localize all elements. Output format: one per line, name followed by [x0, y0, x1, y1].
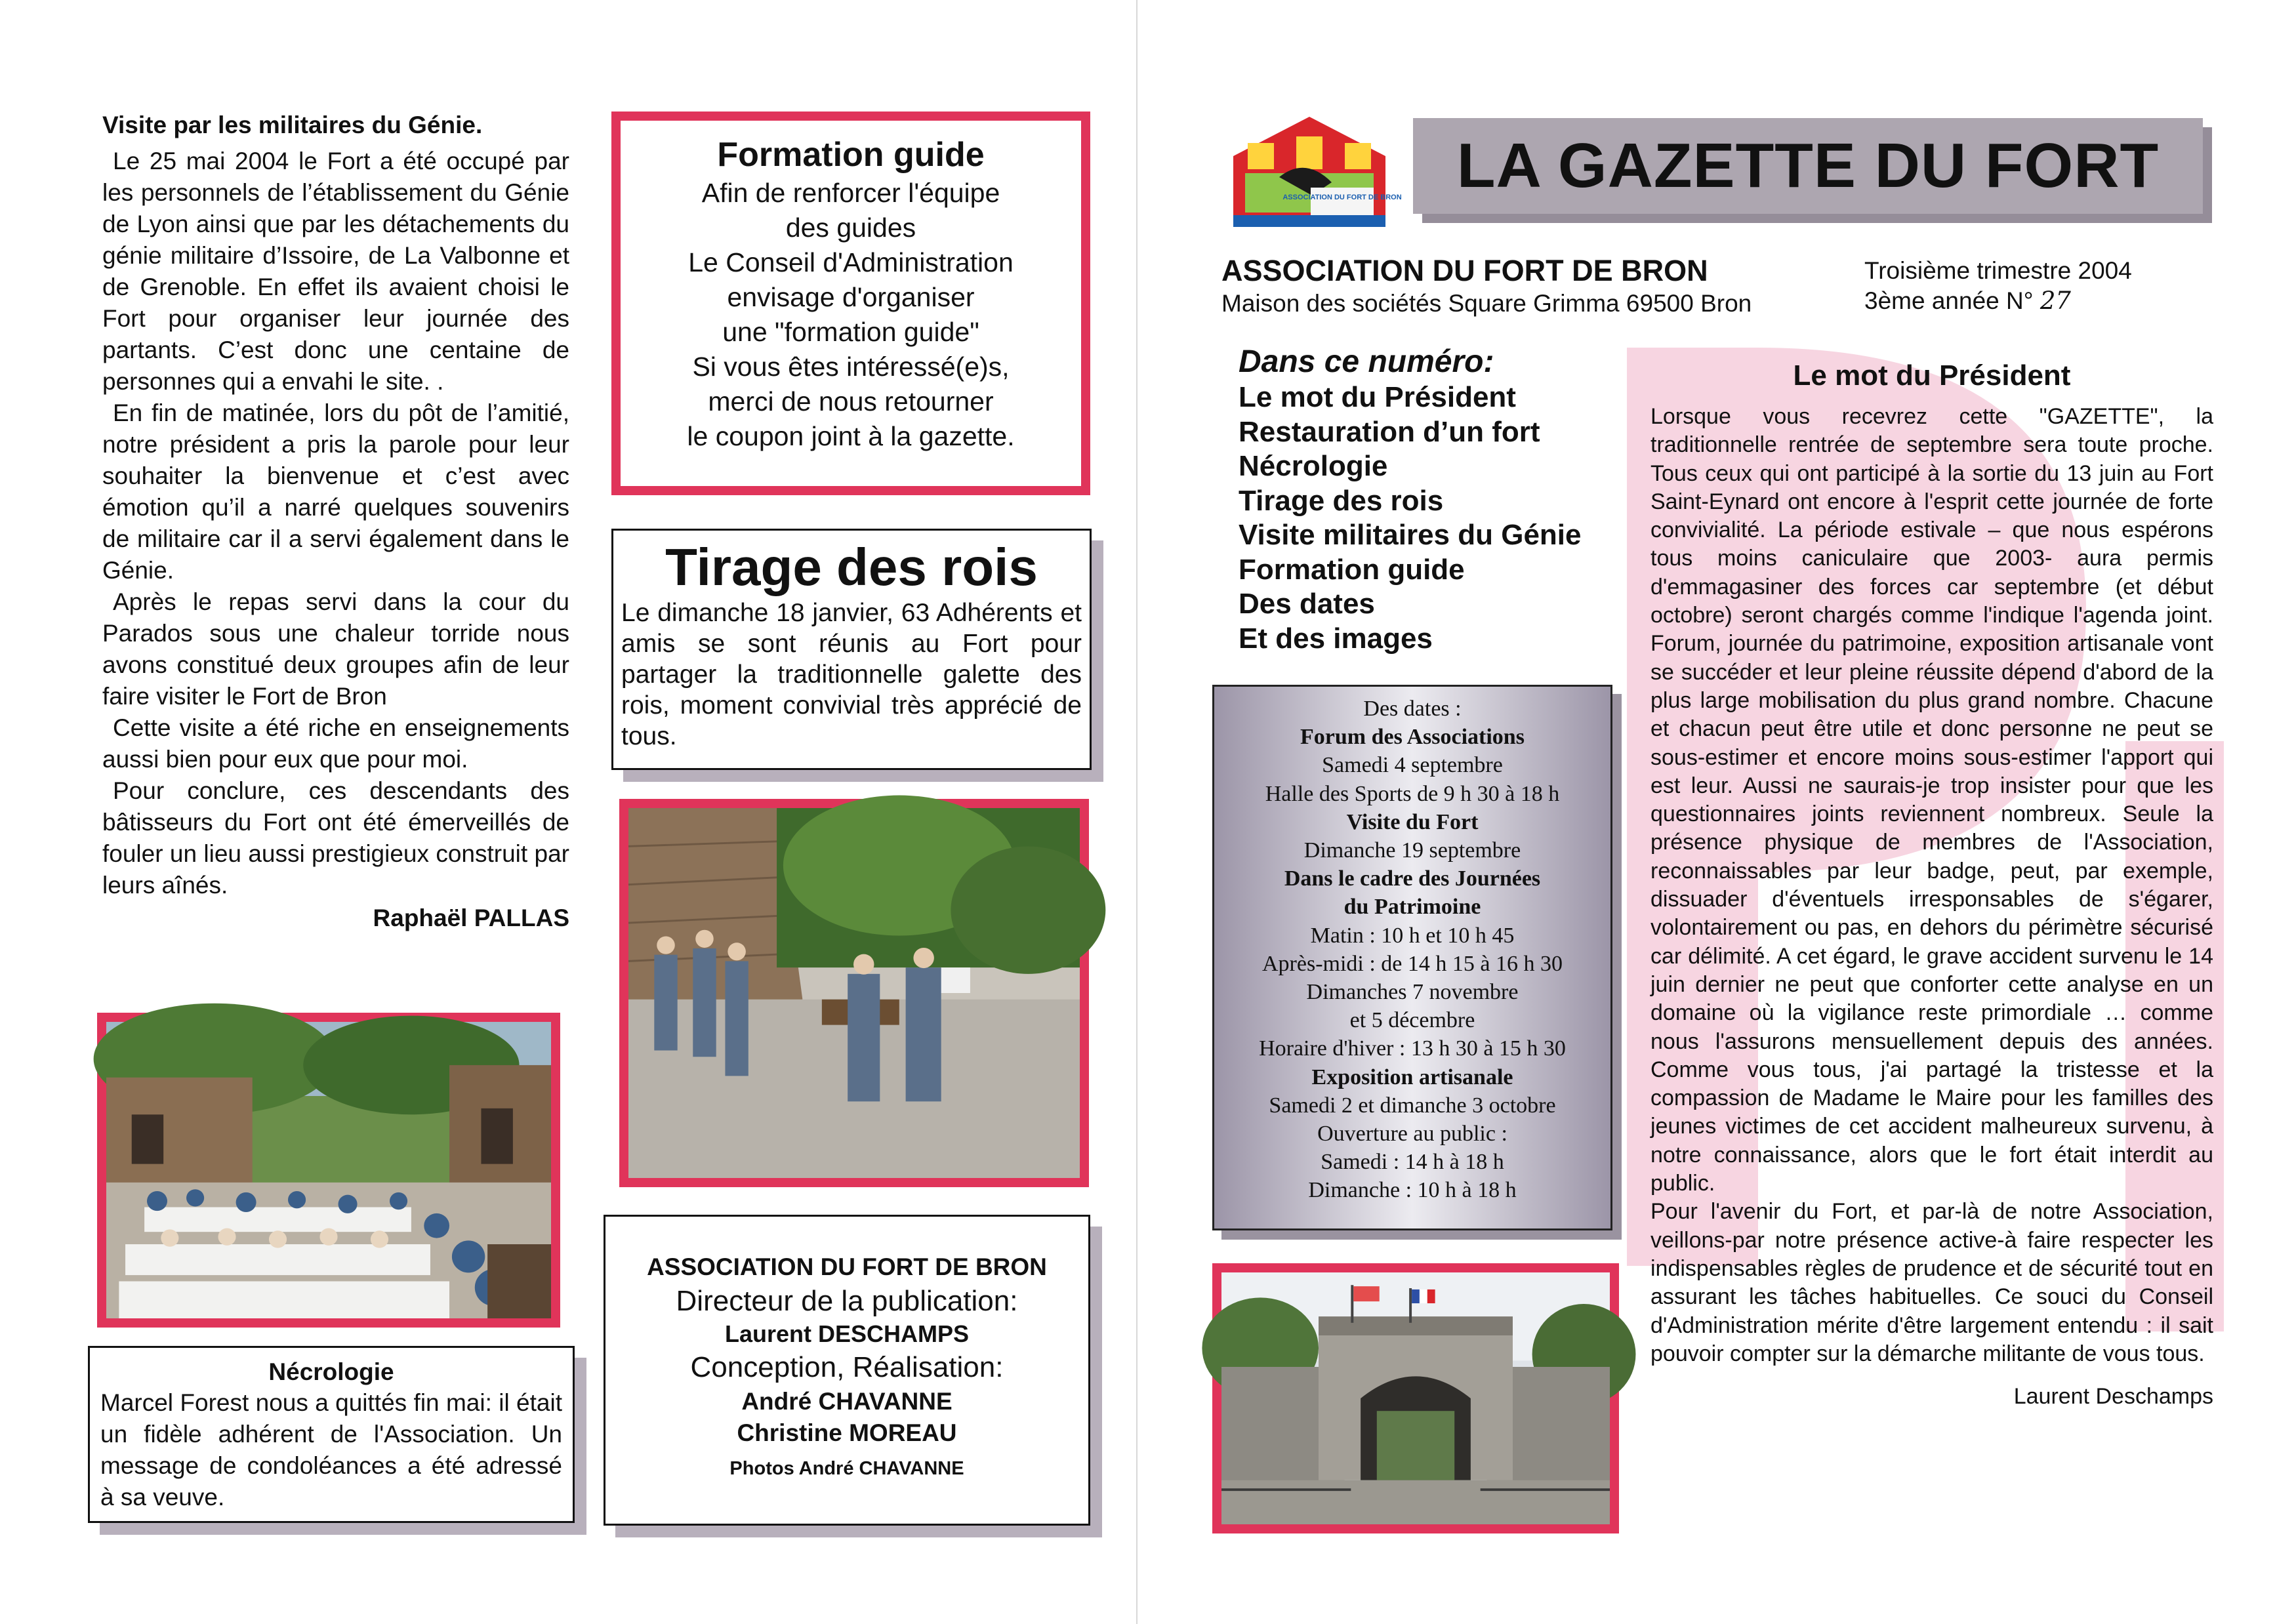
formation-line: Afin de renforcer l'équipe	[701, 178, 1000, 208]
photo-repas-image	[106, 1022, 551, 1318]
toc-item: Le mot du Président	[1239, 381, 1516, 413]
issue-number: 27	[2040, 287, 2071, 315]
issue-info	[1864, 256, 2205, 316]
credits-org: ASSOCIATION DU FORT DE BRON	[647, 1253, 1047, 1280]
credits-box	[604, 1215, 1090, 1526]
toc-item: Restauration d’un fort	[1239, 415, 1540, 448]
formation-line: des guides	[785, 213, 916, 243]
association-address: Maison des sociétés Square Grimma 69500 Bron	[1221, 290, 1752, 317]
tirage-title: Tirage des rois	[665, 538, 1038, 596]
president-signature: Laurent Deschamps	[2013, 1384, 2213, 1410]
visite-paragraph: Pour conclure, ces descendants des bâtisseurs du Fort ont été émerveillés de fouler un lieu aussi prestigieux construit par leurs aînés.	[102, 777, 569, 899]
credits-director-label: Directeur de la publication:	[676, 1285, 1018, 1317]
dates-line: Horaire d'hiver : 13 h 30 à 15 h 30	[1259, 1036, 1566, 1061]
visite-paragraph: Cette visite a été riche en enseignements aussi bien pour eux que pour moi.	[102, 714, 569, 773]
dates-line: Visite du Fort	[1346, 809, 1479, 834]
association-logo	[1233, 117, 1402, 227]
necrologie-title: Nécrologie	[268, 1358, 394, 1385]
toc-item: Tirage des rois	[1239, 484, 1444, 517]
association-name: ASSOCIATION DU FORT DE BRON	[1221, 254, 1708, 287]
association-header	[1221, 253, 1832, 319]
formation-line: une "formation guide"	[722, 317, 979, 347]
photo-remise-image	[628, 808, 1080, 1178]
president-article	[1650, 353, 2213, 1411]
dates-line: Des dates :	[1363, 697, 1462, 721]
necrologie-box	[88, 1346, 575, 1523]
photo-remise	[619, 799, 1089, 1187]
dates-line: Samedi 2 et dimanche 3 octobre	[1269, 1093, 1556, 1118]
issue-year-label: 3ème année N°	[1864, 287, 2034, 314]
visite-article	[102, 110, 569, 934]
dates-line: Halle des Sports de 9 h 30 à 18 h	[1265, 781, 1560, 806]
toc-item: Formation guide	[1239, 553, 1465, 586]
tirage-box	[611, 529, 1092, 770]
credits-designer: Christine MOREAU	[737, 1419, 957, 1446]
dates-line: du Patrimoine	[1343, 895, 1481, 920]
formation-title: Formation guide	[717, 136, 985, 174]
formation-line: merci de nous retourner	[708, 386, 994, 416]
visite-paragraph: Le 25 mai 2004 le Fort a été occupé par les personnels de l’établissement du Génie de Lyon ainsi que par les détachements du génie militaire d’Issoire, de La Valbonne et de Grenoble. En effet ils avaient choisi le Fort pour organiser leur journée des partants. C’est donc une centaine de personnes qui a envahi le site. .	[102, 148, 569, 395]
credits-photos: Photos André CHAVANNE	[729, 1458, 964, 1479]
toc-item: Visite militaires du Génie	[1239, 519, 1582, 551]
dates-line: Samedi 4 septembre	[1322, 753, 1503, 778]
photo-fort-image	[1221, 1272, 1610, 1524]
dates-line: Ouverture au public :	[1317, 1122, 1507, 1147]
credits-director: Laurent DESCHAMPS	[724, 1320, 970, 1347]
logo-image	[1233, 117, 1402, 227]
issue-trimestre: Troisième trimestre 2004	[1864, 257, 2132, 284]
formation-line: Si vous êtes intéressé(e)s,	[692, 352, 1010, 382]
dates-line: Matin : 10 h et 10 h 45	[1310, 923, 1515, 948]
visite-paragraph: Après le repas servi dans la cour du Parados sous une chaleur torride nous avons constitué deux groupes afin de leur faire visiter le Fort de Bron	[102, 588, 569, 710]
necrologie-text: Marcel Forest nous a quittés fin mai: il était un fidèle adhérent de l'Association. Un message de condoléances a été adressé à sa veuve.	[100, 1389, 562, 1511]
dates-line: Dimanche 19 septembre	[1303, 838, 1521, 863]
credits-conception-label: Conception, Réalisation:	[690, 1351, 1004, 1383]
toc-item: Des dates	[1239, 588, 1375, 620]
formation-line: le coupon joint à la gazette.	[687, 421, 1015, 451]
formation-line: Le Conseil d'Administration	[688, 247, 1014, 277]
photo-repas	[97, 1013, 560, 1328]
toc-item: Et des images	[1239, 622, 1433, 655]
issue-annee	[1864, 286, 2205, 316]
visite-title: Visite par les militaires du Génie.	[102, 112, 483, 138]
visite-paragraph: En fin de matinée, lors du pôt de l’amitié, notre président a pris la parole pour leur souhaiter la bienvenue et c’est avec émotion qu’il a narré quelques souvenirs de militaire car il a servi également dans le Génie.	[102, 399, 569, 584]
toc-item: Nécrologie	[1239, 450, 1388, 482]
credits-designer: André CHAVANNE	[741, 1388, 953, 1415]
masthead-title: LA GAZETTE DU FORT	[1456, 131, 2160, 201]
dates-line: Après-midi : de 14 h 15 à 16 h 30	[1262, 951, 1563, 976]
page-fold	[1136, 0, 1138, 1624]
president-title: Le mot du Président	[1793, 359, 2071, 392]
dates-line: Forum des Associations	[1300, 725, 1525, 750]
masthead-box	[1413, 118, 2203, 214]
formation-box	[611, 112, 1090, 495]
table-of-contents	[1239, 344, 1658, 656]
dates-line: Dans le cadre des Journées	[1284, 866, 1541, 891]
visite-author: Raphaël PALLAS	[373, 904, 569, 931]
dates-line: Dimanche : 10 h à 18 h	[1308, 1178, 1517, 1203]
toc-title: Dans ce numéro:	[1239, 344, 1494, 379]
dates-line: Samedi : 14 h à 18 h	[1321, 1150, 1504, 1175]
dates-line: Dimanches 7 novembre	[1306, 980, 1519, 1005]
logo-caption: ASSOCIATION DU FORT DE BRON	[1282, 193, 1402, 201]
dates-line: Exposition artisanale	[1311, 1065, 1513, 1089]
tirage-text: Le dimanche 18 janvier, 63 Adhérents et amis se sont réunis au Fort pour partager la traditionnelle galette des rois, moment convivial très apprécié de tous.	[621, 599, 1082, 750]
president-paragraph: Lorsque vous recevrez cette "GAZETTE", la traditionnelle rentrée de septembre sera toute proche. Tous ceux qui ont participé à la sortie du 13 juin au Fort Saint-Eynard ont encore à l'esprit cette journée de forte convivialité. La période estivale – que nous espérons tous moins caniculaire que 2003- aura permis d'emmagasiner des forces car septembre (et début octobre) seront chargés comme l'indique l'agenda joint. Forum, journée du patrimoine, exposition artisanale vont se succéder et leur pleine réussite dépend d'abord de la plus large mobilisation du plus grand nombre. Chacune et chacun peut être utile et donc personne ne peut se sous-estimer et encore moins sous-estimer l'apport qui est leur. Aussi ne saurais-je trop insister pour que les questionnaires joints reviennent nombreux. Seule la présence physique de membres de l'Association, reconnaissables par leur badge, peut, par exemple, dissuader d'éventuels irresponsables de s'égarer, volontairement ou pas, en dehors du périmètre sécurisé car délimité. A cet égard, le grave accident survenu le 14 juin dernier ne peut que conforter cette analyse en un domaine où la vigilance reste primordiale … comme nous l'assurons mensuellement depuis des années. Comme vous tous, j'ai partagé la tristesse et la compassion de Madame le Maire pour les familles des jeunes victimes de cet accident malheureux survenu, à notre connaissance, alors que le fort était interdit au public.	[1650, 404, 2213, 1196]
formation-line: envisage d'organiser	[727, 282, 975, 312]
photo-fort	[1212, 1263, 1619, 1533]
dates-line: et 5 décembre	[1349, 1008, 1475, 1033]
president-paragraph: Pour l'avenir du Fort, et par-là de notre Association, veillons-par notre présence active-à faire respecter les indispensables règles de prudence et de sécurité tout en assurant les tâches habituelles. Ce souci du Conseil d'Administration mérite d'être largement entendu : il sait pouvoir compter sur la démarche militante de vous tous.	[1650, 1199, 2213, 1366]
dates-box	[1212, 685, 1612, 1230]
